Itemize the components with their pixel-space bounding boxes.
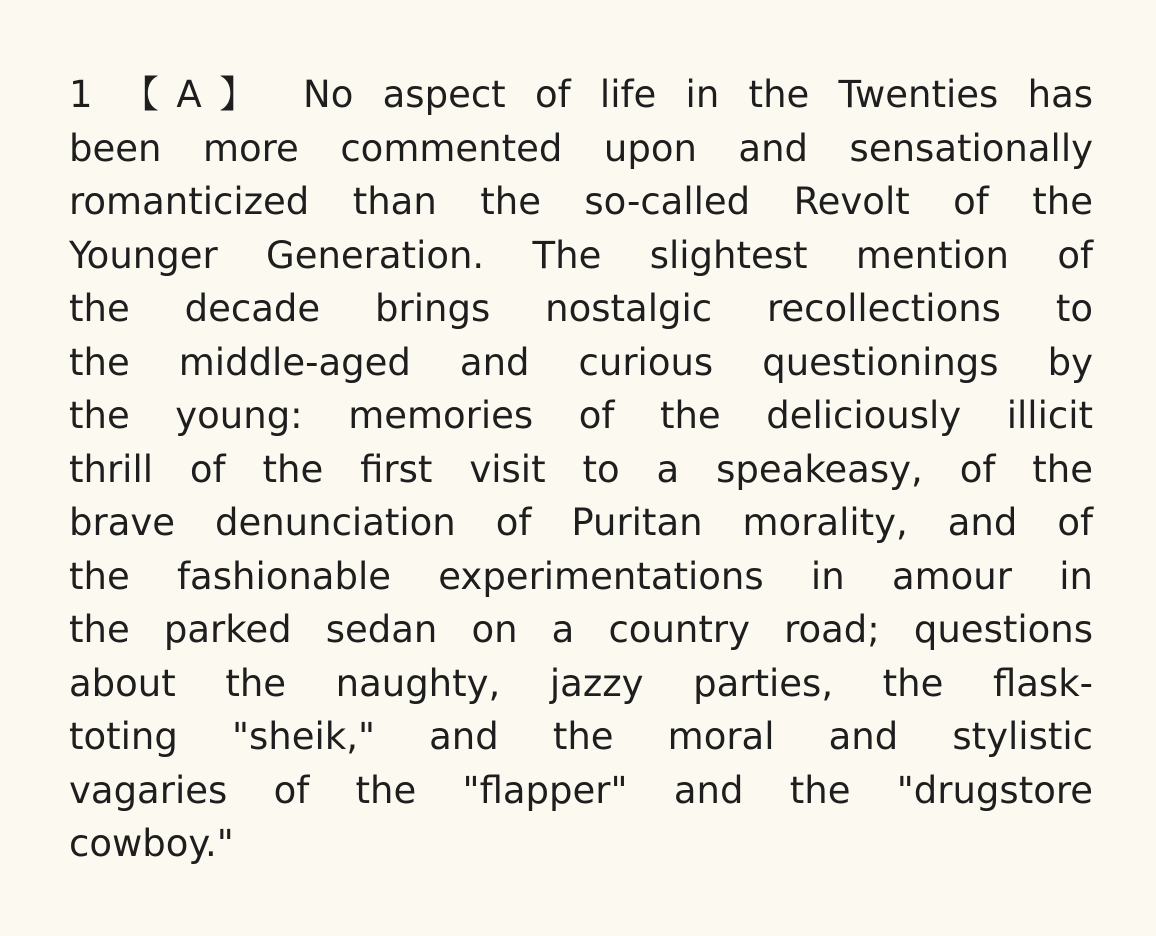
passage-line: the young: memories of the deliciously illicit xyxy=(69,394,1093,437)
passage-line: the decade brings nostalgic recollections to xyxy=(69,287,1093,330)
paragraph-number: 1 xyxy=(69,73,93,116)
passage-line: about the naughty, jazzy parties, the flask- xyxy=(69,661,1093,705)
passage-line: the parked sedan on a country road; questions xyxy=(69,608,1093,651)
passage-line: vagaries of the "flapper" and the "drugstore xyxy=(69,768,1093,812)
reading-passage xyxy=(69,68,1093,871)
line-text: No aspect of life in the Twenties has xyxy=(303,73,1094,116)
passage-line: cowboy." xyxy=(69,822,234,865)
passage-line: toting "sheik," and the moral and stylistic xyxy=(69,715,1093,758)
passage-line: the middle-aged and curious questionings by xyxy=(69,340,1093,384)
passage-line: thrill of the first visit to a speakeasy, of the xyxy=(69,447,1093,491)
paragraph-label: 【A】 xyxy=(121,73,274,116)
passage-line: Younger Generation. The slightest mention of xyxy=(69,233,1093,277)
passage-line xyxy=(69,68,1093,122)
passage-line: the fashionable experimentations in amour in xyxy=(69,554,1093,598)
passage-line: brave denunciation of Puritan morality, and of xyxy=(69,501,1093,544)
passage-line: romanticized than the so-called Revolt of the xyxy=(69,180,1093,223)
passage-line: been more commented upon and sensationally xyxy=(69,126,1093,170)
